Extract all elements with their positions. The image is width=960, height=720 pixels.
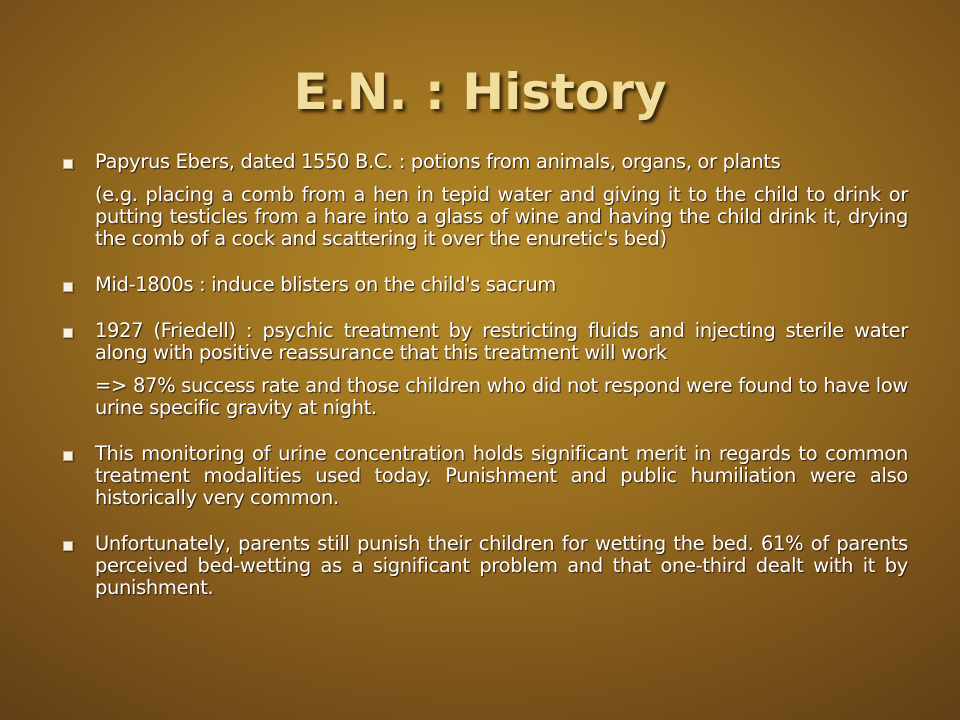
square-bullet-icon — [63, 159, 73, 169]
slide-title: E.N. : History — [293, 63, 667, 121]
bullet-subtext: => 87% success rate and those children who did not respond were found to have low urine specific gravity at night. — [95, 374, 908, 419]
bullet-text: This monitoring of urine concentration holds significant merit in regards to common treatment modalities used today. Punishment and public humiliation were also historically very common. — [95, 442, 908, 509]
bullet-text: Unfortunately, parents still punish their children for wetting the bed. 61% of parents perceived bed-wetting as a significant problem and that one-third dealt with it by punishment. — [95, 532, 908, 599]
square-bullet-icon — [63, 328, 73, 338]
bullet-list — [60, 151, 908, 623]
square-bullet-icon — [63, 451, 73, 461]
bullet-item-mid-1800s — [60, 274, 908, 296]
bullet-text: Papyrus Ebers, dated 1550 B.C. : potions from animals, organs, or plants — [95, 150, 781, 173]
bullet-item-urine-monitoring — [60, 443, 908, 509]
square-bullet-icon — [63, 282, 73, 292]
bullet-item-punishment — [60, 533, 908, 599]
bullet-text: Mid-1800s : induce blisters on the child's sacrum — [95, 273, 556, 296]
bullet-item-1927-friedell — [60, 320, 908, 419]
bullet-item-papyrus-ebers — [60, 151, 908, 250]
bullet-text: 1927 (Friedell) : psychic treatment by restricting fluids and injecting sterile water along with positive reassurance that this treatment will work — [95, 319, 908, 364]
square-bullet-icon — [63, 541, 73, 551]
bullet-subtext: (e.g. placing a comb from a hen in tepid water and giving it to the child to drink or putting testicles from a hare into a glass of wine and having the child drink it, drying the comb of a cock and scattering it over the enuretic's bed) — [95, 183, 908, 250]
